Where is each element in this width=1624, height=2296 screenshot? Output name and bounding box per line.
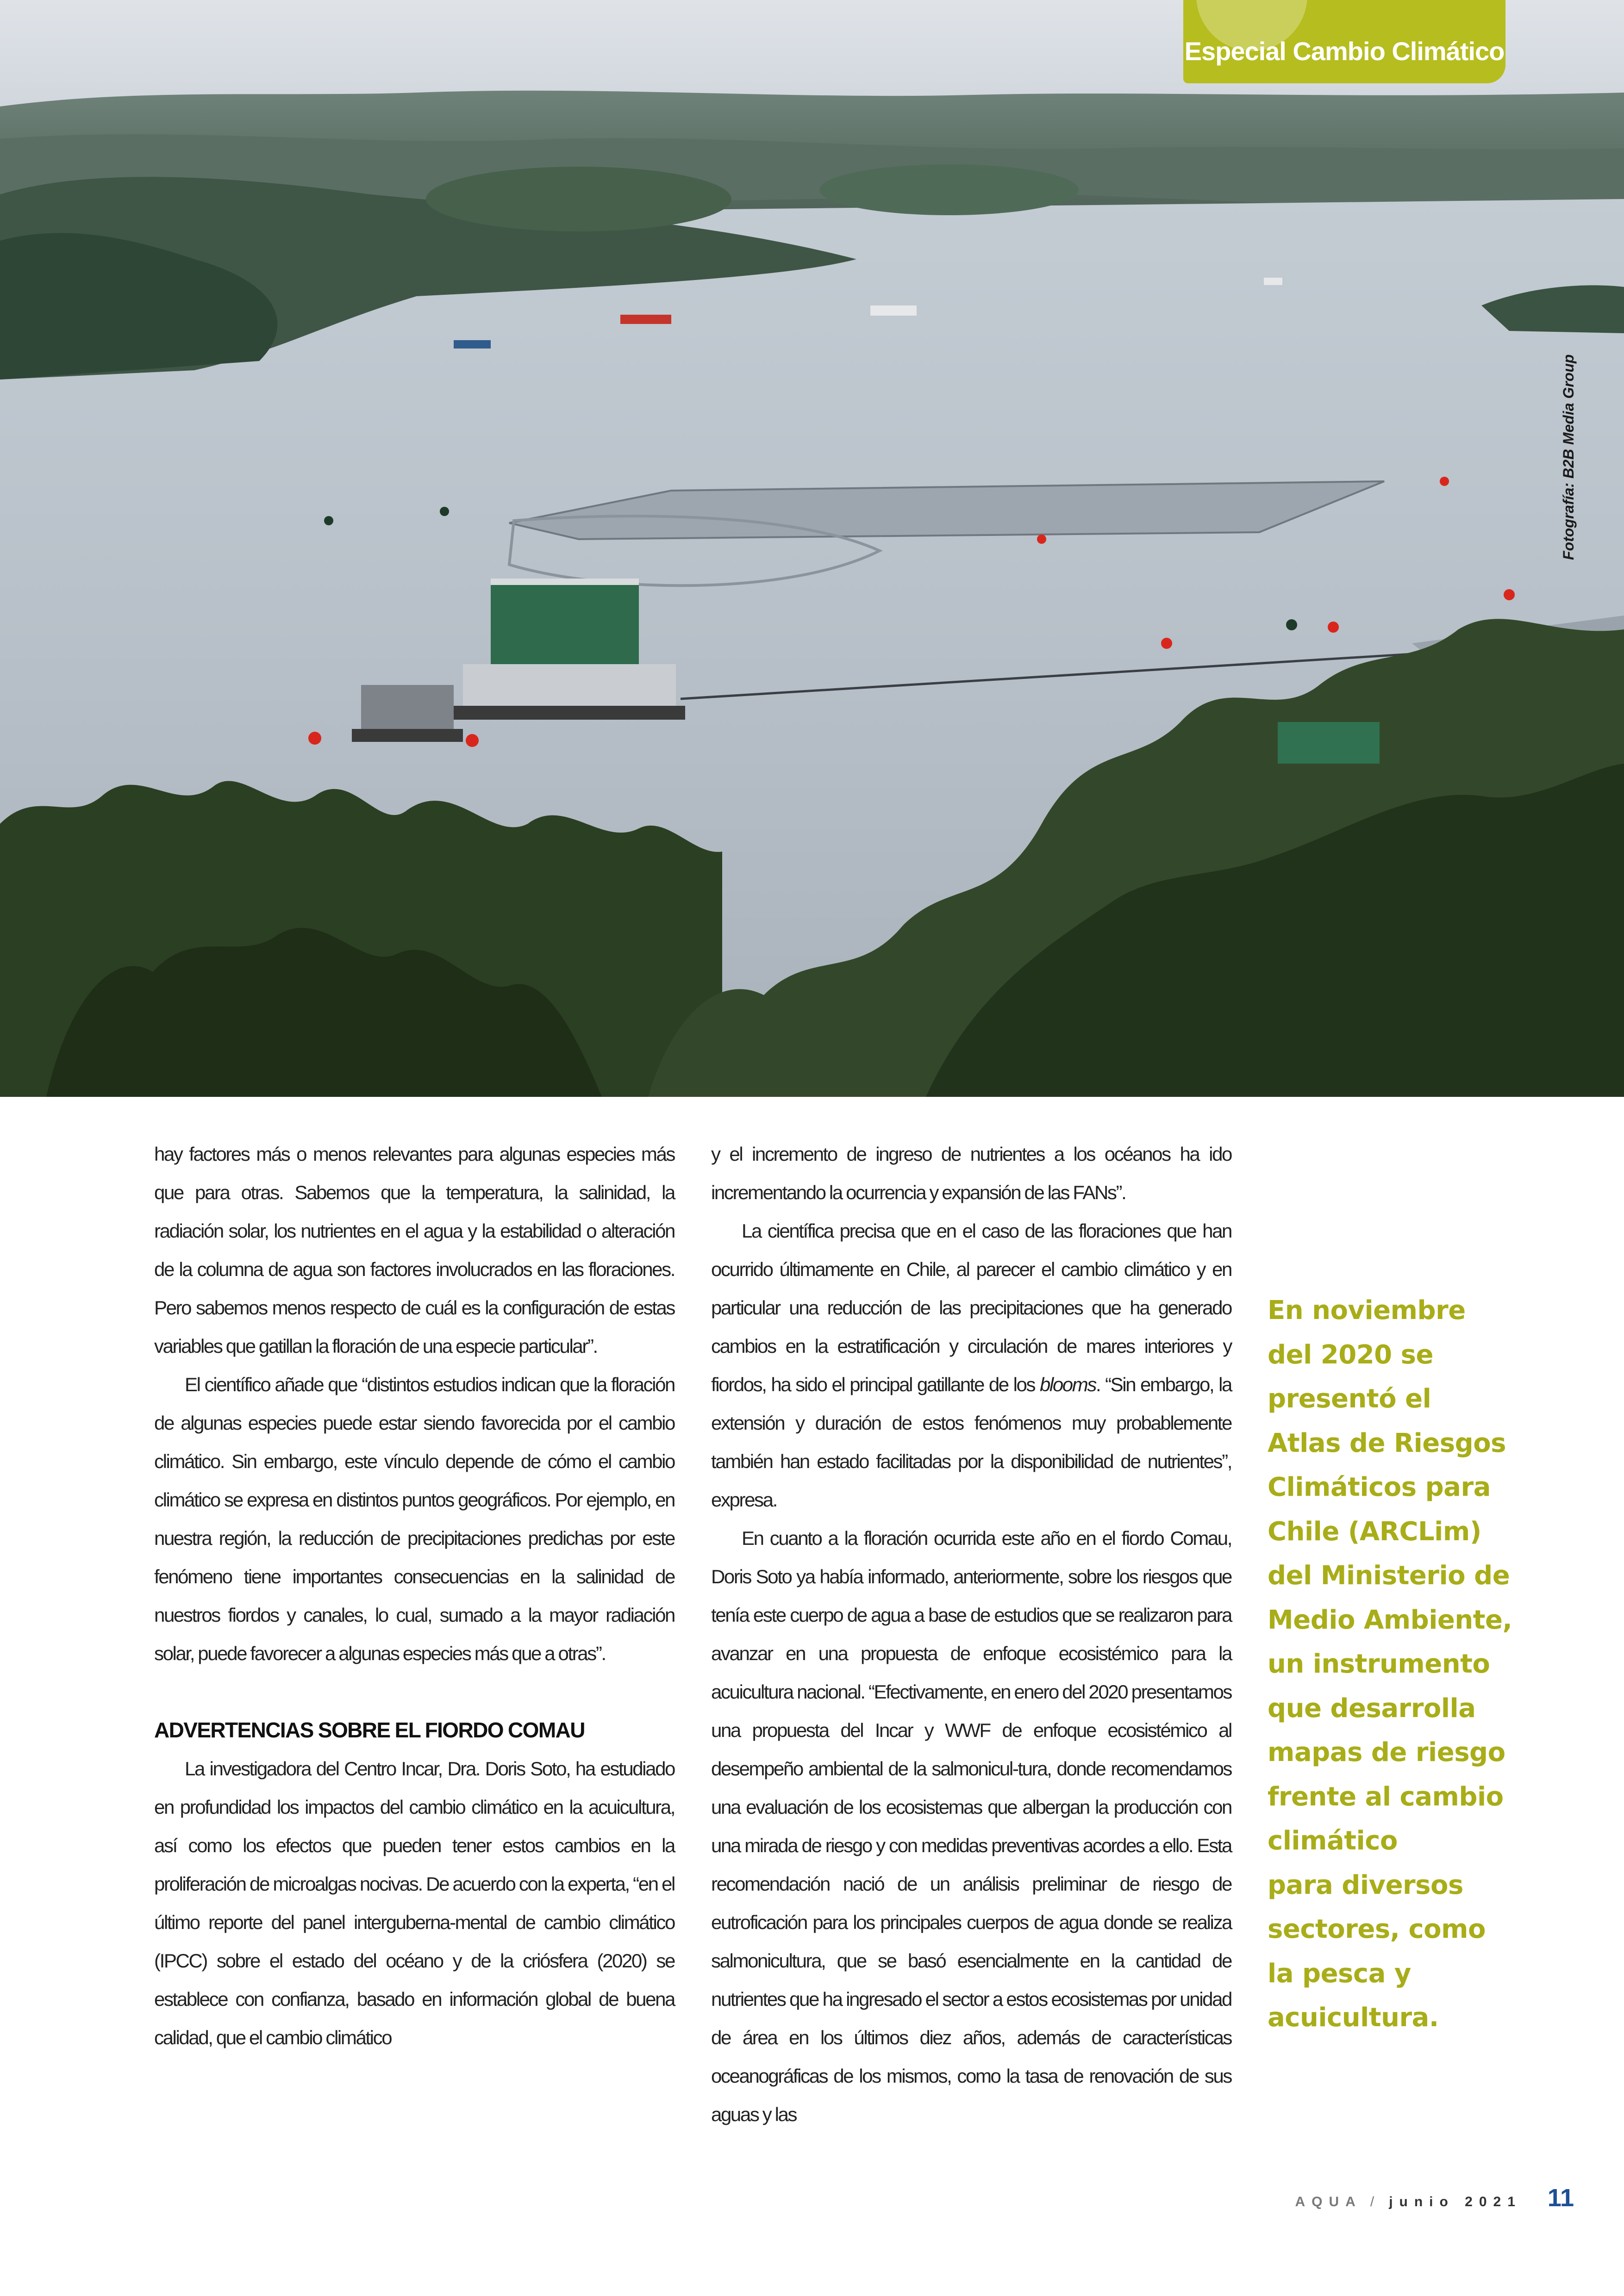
pull-quote-line: presentó el [1268, 1384, 1431, 1414]
pull-quote-line: del Ministerio de [1268, 1561, 1510, 1591]
pull-quote-line: frente al cambio [1268, 1781, 1504, 1812]
footer-separator: / [1370, 2194, 1381, 2209]
page-number: 11 [1547, 2184, 1574, 2212]
section-heading: ADVERTENCIAS SOBRE EL FIORDO COMAU [154, 1718, 585, 1742]
cover-photo-fjord-salmon-farm [0, 0, 1624, 1097]
pull-quote-line: mapas de riesgo [1268, 1737, 1505, 1767]
page-footer [1295, 2184, 1574, 2212]
paragraph: y el incremento de ingreso de nutrientes a los océanos ha ido incrementando la ocurrencia y expansión de las FANs”. [711, 1143, 1231, 1203]
pull-quote-line: sectores, como [1268, 1914, 1486, 1944]
section-tag-label: Especial Cambio Climático [1184, 37, 1505, 66]
pull-quote-line: climático [1268, 1826, 1398, 1856]
paragraph: El científico añade que “distintos estudios indican que la floración de algunas especies puede estar siendo favorecida por el cambio climático. Sin embargo, este vínculo depende de cómo el cambio climático se expresa en distintos puntos geográficos. Por ejemplo, en nuestra región, la reducción de precipitaciones predichas por este fenómeno tiene importantes consecuencias en la salinidad de nuestros fiordos y canales, lo cual, sumado a la mayor radiación solar, puede favorecer a algunas especies más que a otras”. [154, 1374, 675, 1664]
paragraph [711, 1212, 1231, 1519]
pull-quote-line: que desarrolla [1268, 1693, 1476, 1724]
article-column-1 [154, 1135, 675, 2057]
paragraph: En cuanto a la floración ocurrida este año en el fiordo Comau, Doris Soto ya había informado, anteriormente, sobre los riesgos que tenía este cuerpo de agua a base de estudios que se realizaron para avanzar en una propuesta de enfoque ecosistémico para la acuicultura nacional. “Efectivamente, en enero del 2020 presentamos una propuesta del Incar y WWF de enfoque ecosistémico al desempeño ambiental de la salmonicul-tura, donde recomendamos una evaluación de los ecosistemas que albergan la producción con una mirada de riesgo y con medidas preventivas acordes a ello. Esta recomendación nació de un análisis preliminar de riesgo de eutroficación para los principales cuerpos de agua donde se realiza salmonicultura, que se basó esencialmente en la cantidad de nutrientes que ha ingresado el sector a estos ecosistemas por unidad de área en los últimos diez años, además de características oceanográficas de los mismos, como la tasa de renovación de sus aguas y las [711, 1527, 1231, 2125]
pull-quote-line: Atlas de Riesgos [1268, 1428, 1506, 1458]
paragraph-text: La científica precisa que en el caso de las floraciones que han ocurrido últimamente en Chile, al parecer el cambio climático y en particular una reducción de las precipitaciones que ha generado cambios en la estratificación y circulación de mares interiores y fiordos, ha sido el principal gatillante de los [711, 1220, 1231, 1395]
pull-quote-line: Medio Ambiente, [1268, 1605, 1512, 1635]
pull-quote-line: Climáticos para [1268, 1472, 1491, 1502]
article-column-2 [711, 1135, 1231, 2134]
italic-term: blooms [1039, 1374, 1096, 1395]
pull-quote-line: del 2020 se [1268, 1339, 1433, 1370]
footer-issue-date: junio 2021 [1389, 2194, 1522, 2209]
pull-quote-line: para diversos [1268, 1870, 1463, 1900]
photo-credit: Fotografía: B2B Media Group [1560, 354, 1577, 560]
pull-quote-line: la pesca y [1268, 1958, 1411, 1989]
footer-magazine-name: AQUA [1295, 2194, 1362, 2209]
paragraph: La investigadora del Centro Incar, Dra. Doris Soto, ha estudiado en profundidad los impactos del cambio climático en la acuicultura, así como los efectos que pueden tener estos cambios en la proliferación de microalgas nocivas. De acuerdo con la experta, “en el último reporte del panel interguberna-mental de cambio climático (IPCC) sobre el estado del océano y de la criósfera (2020) se establece con confianza, basado en información global de buena calidad, que el cambio climático [154, 1758, 675, 2048]
paragraph-text: . “Sin embargo, la extensión y duración de estos fenómenos muy probablemente también han estado facilitadas por la disponibilidad de nutrientes”, expresa. [711, 1374, 1231, 1511]
pull-quote-line: acuicultura. [1268, 2003, 1439, 2033]
pull-quote-line: En noviembre [1268, 1295, 1466, 1325]
pull-quote [1268, 1288, 1527, 2040]
paragraph: hay factores más o menos relevantes para algunas especies más que para otras. Sabemos que la temperatura, la salinidad, la radiación solar, los nutrientes en el agua y la estabilidad o alteración de la columna de agua son factores involucrados en las floraciones. Pero sabemos menos respecto de cuál es la configuración de estas variables que gatillan la floración de una especie particular”. [154, 1143, 675, 1357]
pull-quote-line: un instrumento [1268, 1649, 1490, 1679]
pull-quote-line: Chile (ARCLim) [1268, 1516, 1481, 1547]
section-tag [1183, 0, 1505, 83]
